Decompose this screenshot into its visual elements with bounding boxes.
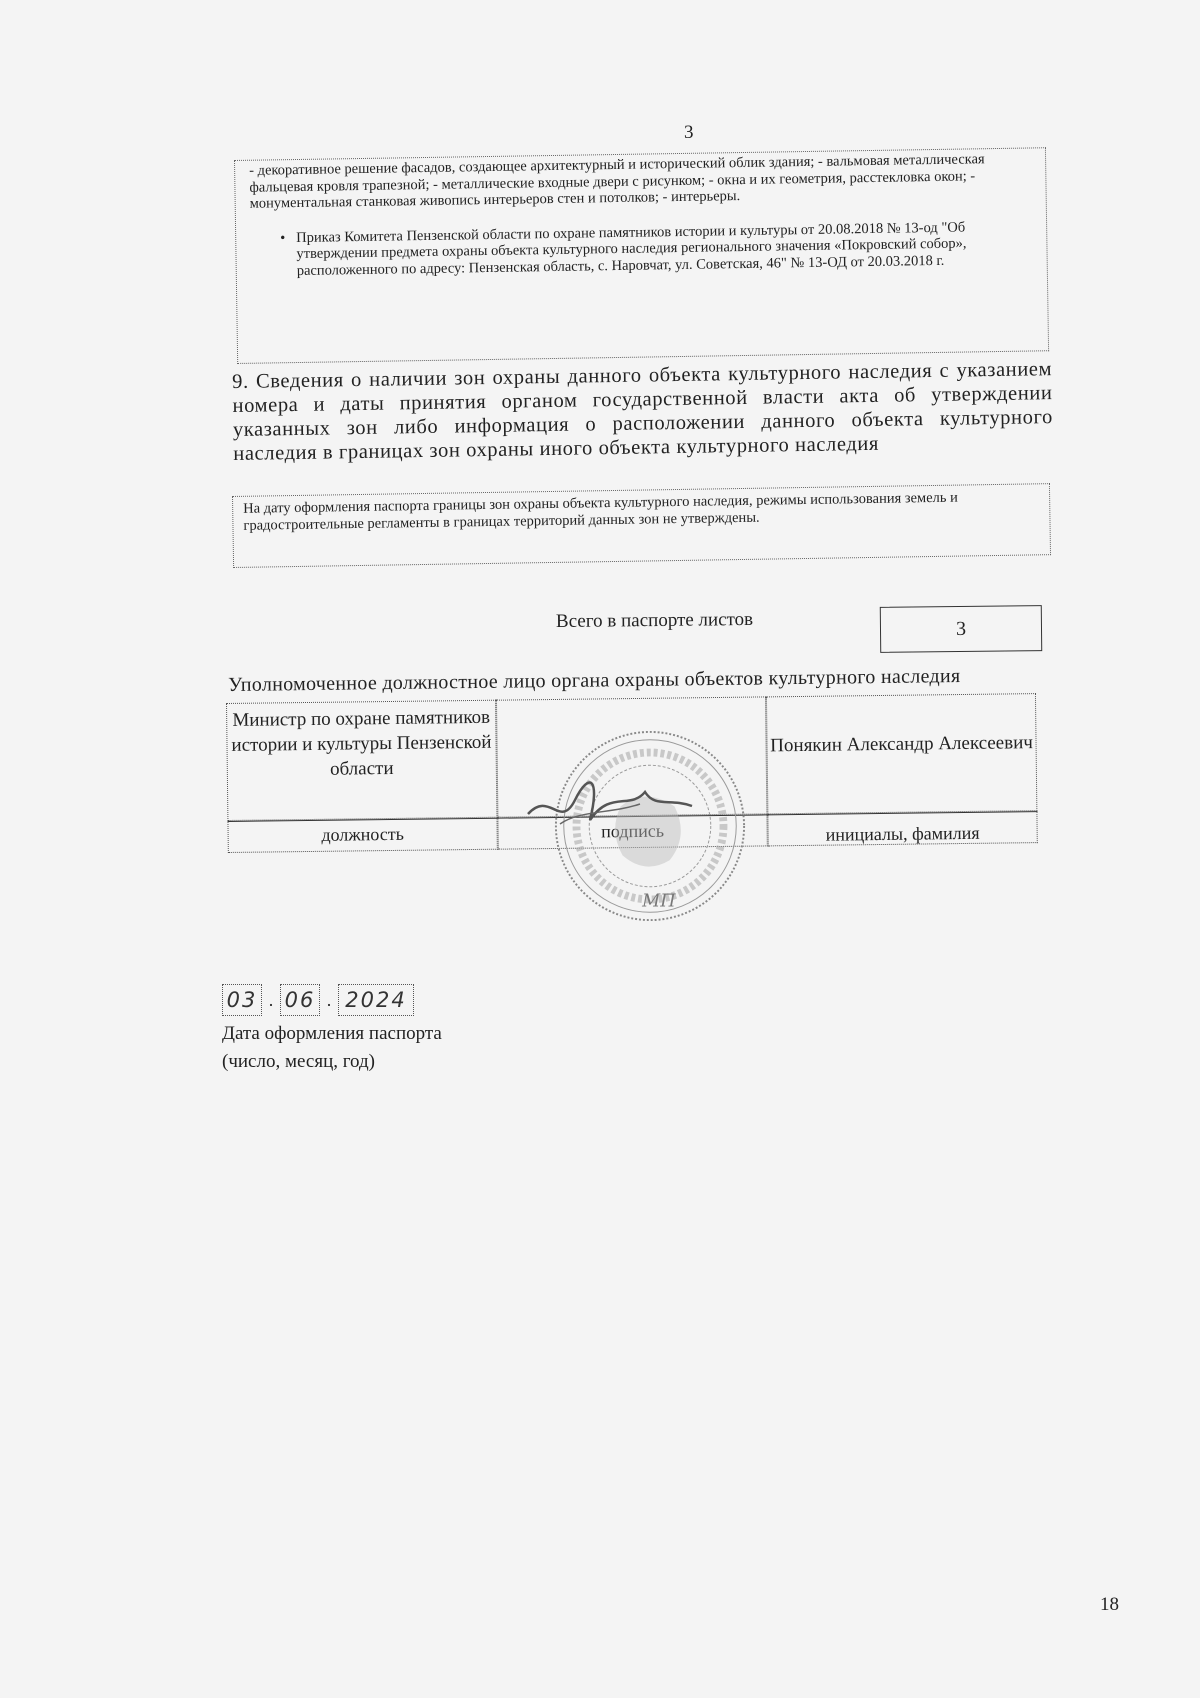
order-reference [280, 218, 1033, 279]
protected-features-text: - декоративное решение фасадов, создающее архитектурный и исторический облик здания; - вальмовая металлическая фальцевая кровля трапезной; - металлические входные двери с рисунком; - окна и их геометрия, расстекловка окон; - монументальная станковая живопись интерьеров стен и потолков; - интерьеры. [249, 151, 985, 212]
total-sheets-label: Всего в паспорте листов [555, 608, 754, 633]
date-caption-line2: (число, месяц, год) [222, 1051, 376, 1072]
protected-features-box [234, 147, 1049, 364]
date-year: 2024 [338, 984, 414, 1016]
date-separator: · [268, 995, 274, 1015]
caption-name: инициалы, фамилия [767, 811, 1037, 846]
page-number-top: 3 [684, 122, 694, 143]
date-day: 03 [222, 984, 262, 1016]
passport-date [222, 984, 414, 1016]
bullet-icon: • [280, 229, 286, 246]
zones-info-text: На дату оформления паспорта границы зон охраны объекта культурного наследия, режимы использования земель и градостроительные регламенты в границах территорий данных зон не утверждены. [243, 489, 958, 534]
official-name: Понякин Александр Алексеевич [766, 693, 1037, 814]
official-heading: Уполномоченное должностное лицо органа охраны объектов культурного наследия [228, 665, 961, 696]
date-separator: · [326, 995, 332, 1015]
page-number-bottom: 18 [1100, 1594, 1119, 1615]
official-position: Министр по охране памятников истории и культуры Пензенской области [226, 700, 497, 821]
caption-position: должность [227, 818, 497, 853]
signature-icon [520, 770, 700, 840]
date-month: 06 [280, 984, 320, 1016]
date-caption [222, 1020, 442, 1076]
section-9-heading: 9. Сведения о наличии зон охраны данного объекта культурного наследия с указанием номера и даты принятия органом государственной власти акта об утверждении указанных зон либо информация о расположении данного объекта культурного наследия в границах зон охраны иного объекта культурного наследия [232, 358, 1054, 465]
stamp-initials: МП [642, 891, 676, 912]
zones-info-box [232, 483, 1051, 568]
date-caption-line1: Дата оформления паспорта [222, 1023, 442, 1044]
order-reference-text: Приказ Комитета Пензенской области по охране памятников истории и культуры от 20.08.2018 № 13-од "Об утверждении предмета охраны объекта культурного наследия регионального значения «Покровский собор», расположенного по адресу: Пензенская область, с. Наровчат, ул. Советская, 46" № 13-ОД от 20.03.2018 г. [296, 219, 967, 279]
caption-signature: подпись [497, 814, 767, 849]
total-sheets-value: 3 [880, 605, 1042, 653]
